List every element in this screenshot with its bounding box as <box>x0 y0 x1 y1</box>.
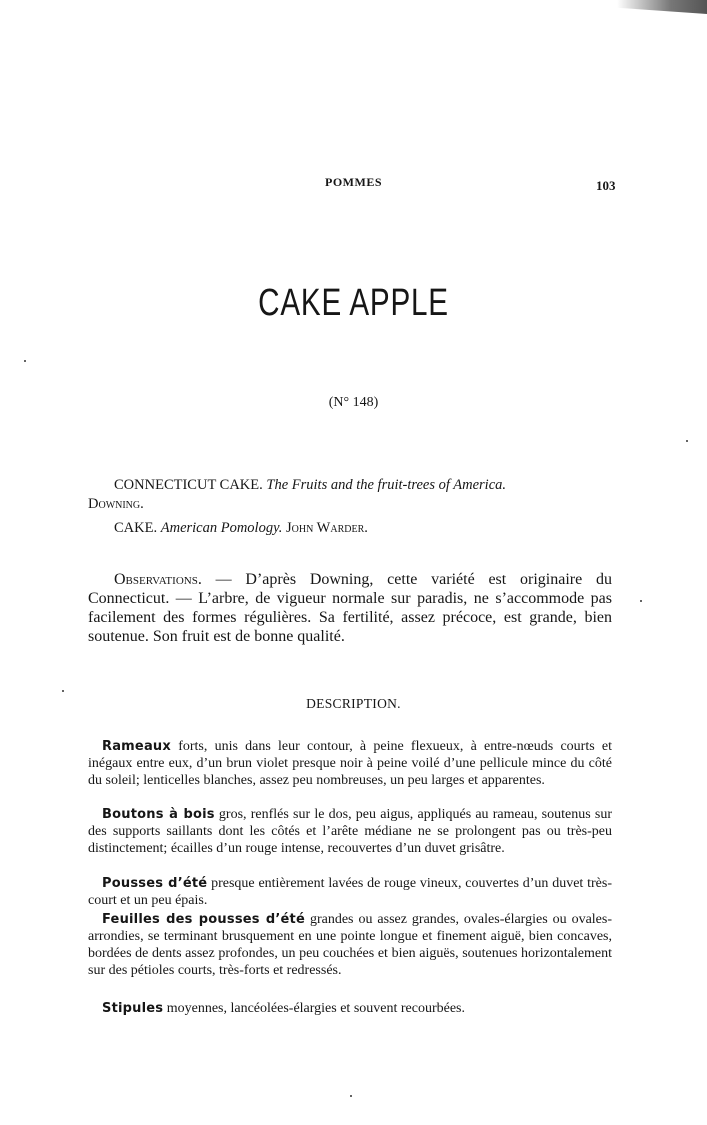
observations-text: — D’après Downing, cette variété est originaire du Connecticut. — L’arbre, de vigueur normale sur paradis, ne s’accommode pas facilement des formes régulières. Sa fertilité, assez précoce, est grande, bien soutenue. Son fruit est de bonne qualité. <box>88 571 612 645</box>
description-text: gros, renflés sur le dos, peu aigus, appliqués au rameau, soutenus sur des supports saillants dont les côtés et l’arête médiane ne se prolongent pas ou très-peu distinctement; écailles d’un rouge intense, recouvertes d’un duvet grisâtre. <box>88 807 612 856</box>
description-heading: DESCRIPTION. <box>306 696 401 711</box>
observations-label: Observations. <box>114 571 202 588</box>
synonym-author: Downing. <box>88 496 144 512</box>
scan-speck <box>350 1095 352 1097</box>
synonym-work: American Pomology. <box>160 520 283 536</box>
description-paragraph-boutons <box>88 806 612 857</box>
description-paragraph-pousses <box>88 875 612 909</box>
page-number: 103 <box>596 178 616 193</box>
synonym-name: CONNECTICUT CAKE. <box>114 477 263 493</box>
description-paragraph-rameaux <box>88 738 612 789</box>
scan-edge-artifact <box>617 0 707 14</box>
page-title: CAKE APPLE <box>258 282 449 324</box>
description-term: Rameaux <box>102 739 171 754</box>
description-text: moyennes, lancéolées-élargies et souvent recourbées. <box>163 1001 466 1016</box>
description-term: Stipules <box>102 1001 164 1016</box>
description-term: Pousses d’été <box>102 876 208 891</box>
description-text: grandes ou assez grandes, ovales-élargies ou ovales-arrondies, se terminant brusquement en une pointe longue et finement aiguë, bien concaves, bordées de dents assez profondes, un peu couchées et bien aiguës, soutenues horizontalement sur des pétioles courts, très-forts et redressés. <box>88 912 612 978</box>
synonym-entry-2 <box>88 519 618 538</box>
observations-paragraph <box>88 570 612 646</box>
variety-number: (N° 148) <box>328 395 379 410</box>
scan-speck <box>686 440 688 442</box>
description-text: forts, unis dans leur contour, à peine flexueux, à entre-nœuds courts et inégaux entre eux, d’un brun violet presque noir à peine voilé d’une pellicule mince du côté du soleil; lenticelles blanches, assez peu nombreuses, un peu larges et apparentes. <box>88 739 612 788</box>
synonym-author: John Warder. <box>285 520 368 536</box>
description-paragraph-stipules <box>88 1000 612 1017</box>
synonym-entry-1 <box>88 476 618 514</box>
synonym-name: CAKE. <box>114 520 158 536</box>
description-term: Feuilles des pousses d’été <box>102 912 305 927</box>
description-text: presque entièrement lavées de rouge vineux, couvertes d’un duvet très-court et un peu épais. <box>88 876 612 908</box>
description-paragraph-feuilles <box>88 911 612 979</box>
scan-speck <box>640 600 642 602</box>
running-head: POMMES <box>325 175 382 189</box>
scan-speck <box>24 360 26 362</box>
description-term: Boutons à bois <box>102 807 215 822</box>
scan-speck <box>62 690 64 692</box>
synonym-work: The Fruits and the fruit-trees of America. <box>266 477 507 493</box>
